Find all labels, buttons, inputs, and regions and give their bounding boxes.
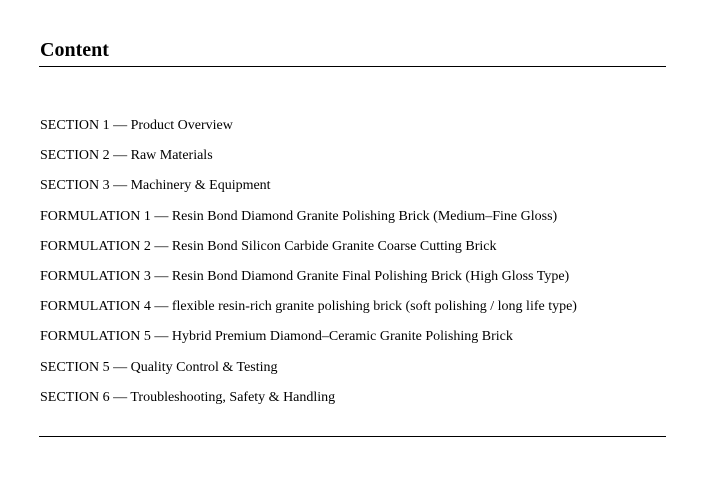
toc-entry-section-5: SECTION 5 — Quality Control & Testing bbox=[40, 359, 278, 375]
toc-entry-section-2: SECTION 2 — Raw Materials bbox=[40, 148, 213, 164]
toc-entry-formulation-4: FORMULATION 4 — flexible resin-rich granite polishing brick (soft polishing / long life type) bbox=[40, 299, 577, 315]
table-of-contents bbox=[40, 111, 577, 413]
toc-entry-section-3: SECTION 3 — Machinery & Equipment bbox=[40, 178, 271, 194]
top-divider bbox=[39, 66, 666, 67]
bottom-divider bbox=[39, 436, 666, 437]
toc-entry-section-1: SECTION 1 — Product Overview bbox=[40, 118, 233, 133]
toc-entry-formulation-5: FORMULATION 5 — Hybrid Premium Diamond–Ceramic Granite Polishing Brick bbox=[40, 329, 513, 345]
page-title: Content bbox=[40, 39, 109, 61]
toc-entry-formulation-2: FORMULATION 2 — Resin Bond Silicon Carbide Granite Coarse Cutting Brick bbox=[40, 238, 497, 254]
toc-entry-section-6: SECTION 6 — Troubleshooting, Safety & Handling bbox=[40, 389, 336, 405]
toc-entry-formulation-3: FORMULATION 3 — Resin Bond Diamond Granite Final Polishing Brick (High Gloss Type) bbox=[40, 269, 570, 285]
toc-entry-formulation-1: FORMULATION 1 — Resin Bond Diamond Granite Polishing Brick (Medium–Fine Gloss) bbox=[40, 208, 558, 224]
